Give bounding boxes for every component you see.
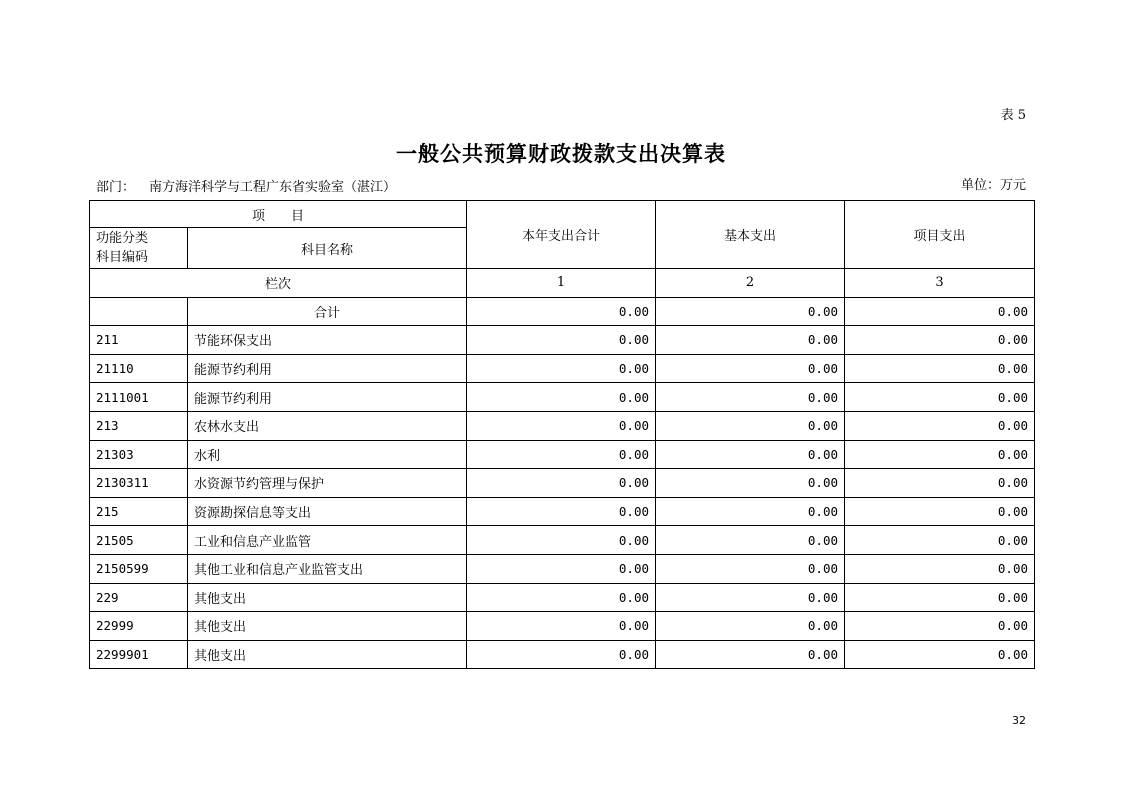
row-project: 0.00	[845, 497, 1035, 526]
header-func-code-line2: 科目编码	[96, 250, 149, 265]
table-body	[90, 201, 1035, 669]
row-code: 22999	[90, 612, 188, 641]
row-subject-name: 农林水支出	[188, 411, 467, 440]
row-basic: 0.00	[656, 354, 845, 383]
column-number-row	[90, 269, 1035, 298]
row-total: 0.00	[467, 440, 656, 469]
row-project: 0.00	[845, 612, 1035, 641]
header-subject-name: 科目名称	[188, 228, 467, 269]
unit-label: 单位：万元	[960, 178, 1026, 193]
header-basic: 基本支出	[656, 201, 845, 269]
table-number: 表 5	[1000, 108, 1026, 123]
page-title: 一般公共预算财政拨款支出决算表	[396, 142, 726, 166]
row-basic: 0.00	[656, 640, 845, 669]
row-code: 21110	[90, 354, 188, 383]
row-code: 2130311	[90, 469, 188, 498]
row-total: 0.00	[467, 583, 656, 612]
row-code: 229	[90, 583, 188, 612]
header-project: 项目支出	[845, 201, 1035, 269]
row-subject-name: 水资源节约管理与保护	[188, 469, 467, 498]
table-row	[90, 554, 1035, 583]
row-total: 0.00	[467, 640, 656, 669]
row-subject-name: 其他支出	[188, 640, 467, 669]
row-total: 0.00	[467, 497, 656, 526]
row-code: 21303	[90, 440, 188, 469]
table-row	[90, 354, 1035, 383]
total-project: 0.00	[845, 297, 1035, 326]
row-total: 0.00	[467, 526, 656, 555]
column-number-2: 2	[656, 269, 845, 298]
total-basic: 0.00	[656, 297, 845, 326]
row-basic: 0.00	[656, 326, 845, 355]
row-basic: 0.00	[656, 411, 845, 440]
row-project: 0.00	[845, 583, 1035, 612]
table-row	[90, 411, 1035, 440]
row-project: 0.00	[845, 354, 1035, 383]
row-project: 0.00	[845, 554, 1035, 583]
table-row	[90, 640, 1035, 669]
row-subject-name: 节能环保支出	[188, 326, 467, 355]
table-row	[90, 583, 1035, 612]
table-row	[90, 326, 1035, 355]
row-total: 0.00	[467, 354, 656, 383]
department-line	[96, 176, 396, 195]
row-subject-name: 能源节约利用	[188, 354, 467, 383]
table-row	[90, 469, 1035, 498]
header-row-1	[90, 201, 1035, 228]
table-row	[90, 612, 1035, 641]
row-total: 0.00	[467, 469, 656, 498]
total-code-cell	[90, 297, 188, 326]
table-row	[90, 383, 1035, 412]
header-item: 项 目	[90, 201, 467, 228]
table-row	[90, 497, 1035, 526]
row-basic: 0.00	[656, 440, 845, 469]
row-basic: 0.00	[656, 383, 845, 412]
row-code: 21505	[90, 526, 188, 555]
row-project: 0.00	[845, 411, 1035, 440]
row-project: 0.00	[845, 469, 1035, 498]
row-subject-name: 水利	[188, 440, 467, 469]
column-number-1: 1	[467, 269, 656, 298]
row-code: 2299901	[90, 640, 188, 669]
total-row	[90, 297, 1035, 326]
row-subject-name: 其他工业和信息产业监管支出	[188, 554, 467, 583]
row-code: 213	[90, 411, 188, 440]
row-project: 0.00	[845, 526, 1035, 555]
row-subject-name: 其他支出	[188, 612, 467, 641]
page-number: 32	[1012, 714, 1026, 727]
row-basic: 0.00	[656, 526, 845, 555]
row-total: 0.00	[467, 411, 656, 440]
department-name: 南方海洋科学与工程广东省实验室（湛江）	[149, 180, 397, 195]
row-subject-name: 资源勘探信息等支出	[188, 497, 467, 526]
header-func-code	[90, 228, 188, 269]
row-basic: 0.00	[656, 469, 845, 498]
row-subject-name: 能源节约利用	[188, 383, 467, 412]
row-project: 0.00	[845, 640, 1035, 669]
row-total: 0.00	[467, 383, 656, 412]
column-number-label: 栏次	[90, 269, 467, 298]
row-total: 0.00	[467, 326, 656, 355]
table-row	[90, 440, 1035, 469]
department-label: 部门：	[96, 180, 136, 195]
expenditure-table	[89, 200, 1035, 669]
row-total: 0.00	[467, 612, 656, 641]
row-code: 211	[90, 326, 188, 355]
row-basic: 0.00	[656, 497, 845, 526]
row-basic: 0.00	[656, 554, 845, 583]
column-number-3: 3	[845, 269, 1035, 298]
row-code: 215	[90, 497, 188, 526]
row-project: 0.00	[845, 326, 1035, 355]
row-basic: 0.00	[656, 583, 845, 612]
table-row	[90, 526, 1035, 555]
total-total: 0.00	[467, 297, 656, 326]
row-project: 0.00	[845, 383, 1035, 412]
row-subject-name: 其他支出	[188, 583, 467, 612]
header-func-code-line1: 功能分类	[96, 231, 149, 246]
header-total: 本年支出合计	[467, 201, 656, 269]
row-total: 0.00	[467, 554, 656, 583]
row-code: 2150599	[90, 554, 188, 583]
row-subject-name: 工业和信息产业监管	[188, 526, 467, 555]
row-basic: 0.00	[656, 612, 845, 641]
row-project: 0.00	[845, 440, 1035, 469]
row-code: 2111001	[90, 383, 188, 412]
total-label: 合计	[188, 297, 467, 326]
